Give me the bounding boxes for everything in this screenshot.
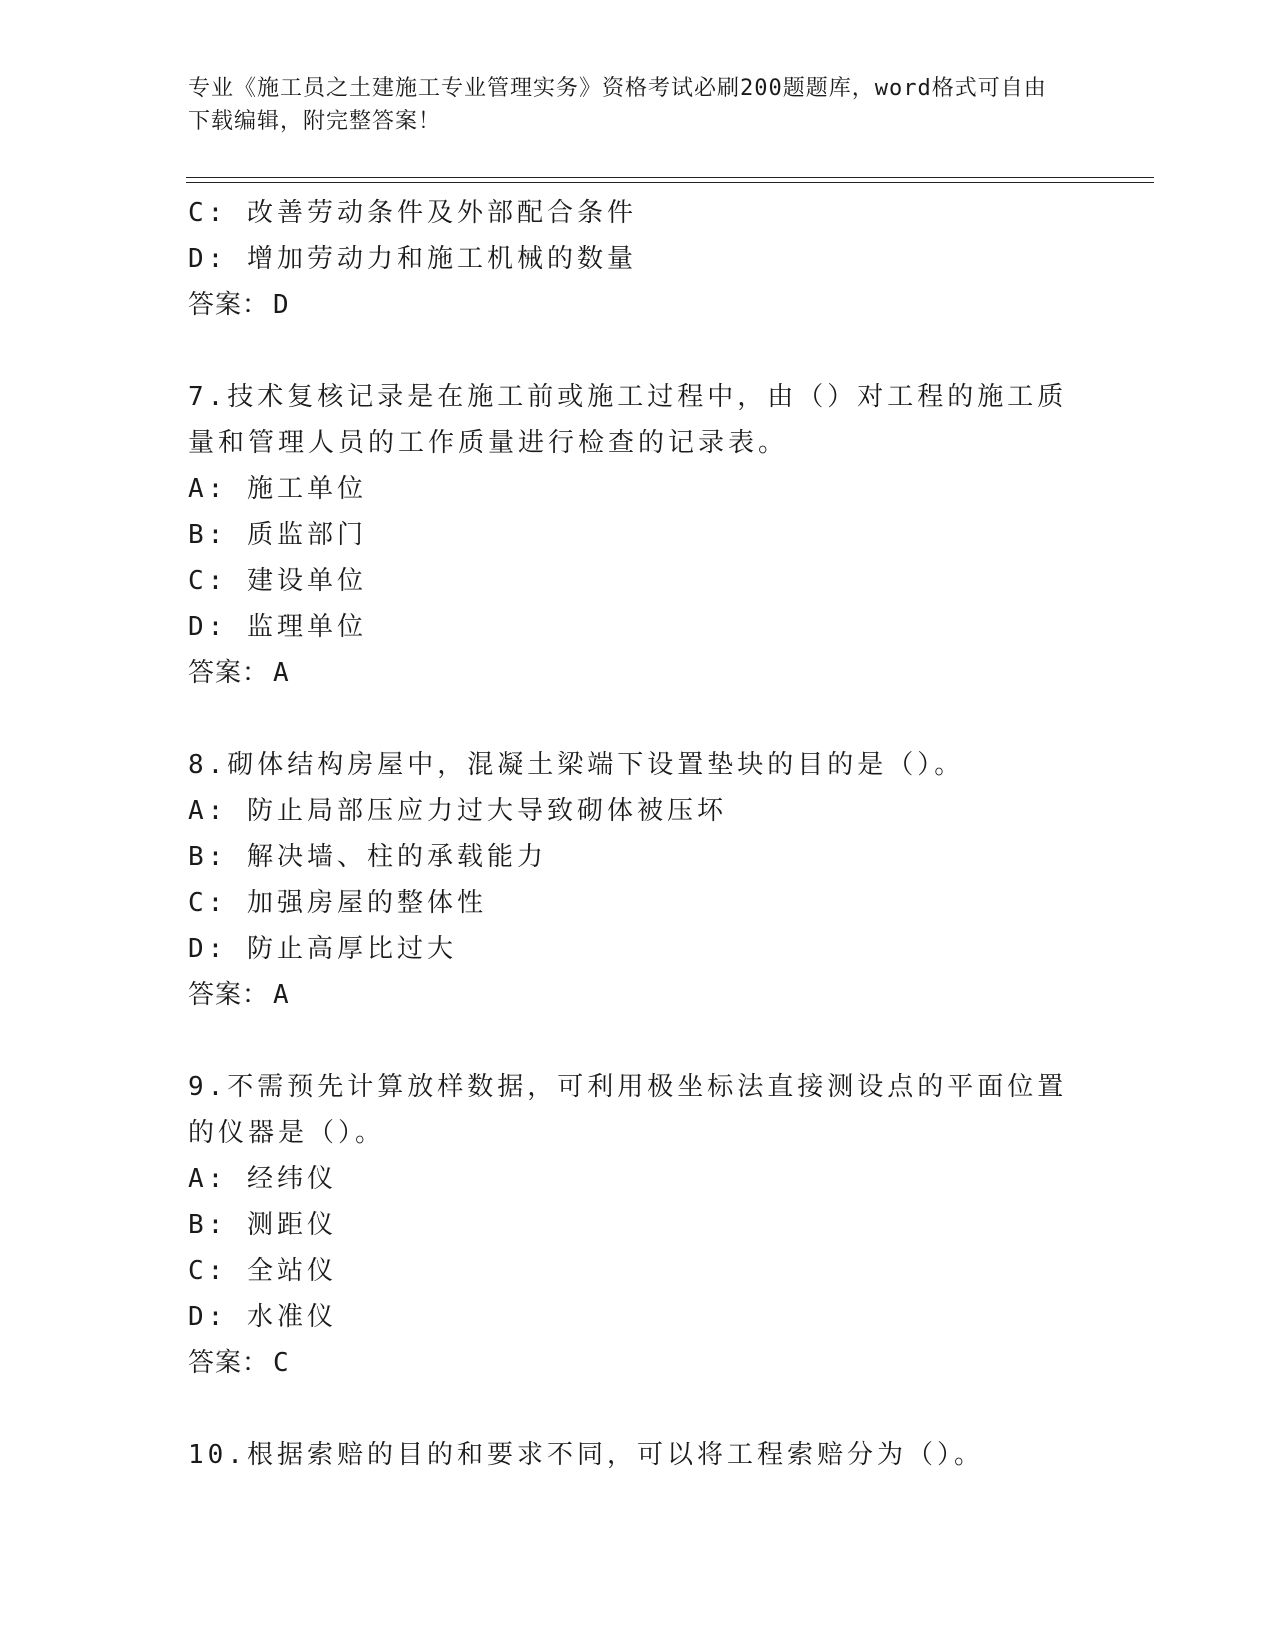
- answer-line: [188, 972, 1088, 1018]
- option-c: C: 全站仪: [188, 1256, 337, 1286]
- question-stem: 7.技术复核记录是在施工前或施工过程中，由（）对工程的施工质量和管理人员的工作质量进行检查的记录表。: [188, 382, 1068, 458]
- question-carryover: [188, 190, 1088, 328]
- option-d: D: 增加劳动力和施工机械的数量: [188, 244, 637, 274]
- question-list: [188, 190, 1088, 1478]
- option-c: C: 加强房屋的整体性: [188, 888, 487, 918]
- answer-value: C: [273, 1348, 290, 1378]
- option-d: D: 监理单位: [188, 612, 367, 642]
- question-7: [188, 374, 1088, 696]
- answer-line: [188, 650, 1088, 696]
- question-stem: 9.不需预先计算放样数据，可利用极坐标法直接测设点的平面位置的仪器是（）。: [188, 1072, 1068, 1148]
- question-9: [188, 1064, 1088, 1386]
- header-title: 专业《施工员之土建施工专业管理实务》资格考试必刷200题题库，word格式可自由下载编辑，附完整答案！: [188, 76, 1047, 134]
- option-b: B: 解决墙、柱的承载能力: [188, 842, 547, 872]
- option-a: A: 防止局部压应力过大导致砌体被压坏: [188, 796, 727, 826]
- option-a: A: 施工单位: [188, 474, 367, 504]
- question-stem: 8.砌体结构房屋中，混凝土梁端下设置垫块的目的是（）。: [188, 750, 965, 780]
- header-divider-bottom: [186, 182, 1154, 183]
- option-d: D: 防止高厚比过大: [188, 934, 457, 964]
- option-d: D: 水准仪: [188, 1302, 337, 1332]
- option-b: B: 测距仪: [188, 1210, 337, 1240]
- answer-line: [188, 1340, 1088, 1386]
- answer-value: A: [273, 980, 290, 1010]
- header-divider-top: [186, 177, 1154, 178]
- answer-value: A: [273, 658, 290, 688]
- question-8: [188, 742, 1088, 1018]
- option-c: C: 建设单位: [188, 566, 367, 596]
- answer-label: 答案：: [188, 658, 270, 688]
- question-stem: 10.根据索赔的目的和要求不同，可以将工程索赔分为（）。: [188, 1440, 984, 1470]
- answer-line: [188, 282, 1088, 328]
- answer-value: D: [273, 290, 290, 320]
- option-c: C: 改善劳动条件及外部配合条件: [188, 198, 637, 228]
- document-header: [188, 72, 1068, 138]
- answer-label: 答案：: [188, 290, 270, 320]
- question-10: [188, 1432, 1088, 1478]
- answer-label: 答案：: [188, 1348, 270, 1378]
- option-a: A: 经纬仪: [188, 1164, 337, 1194]
- answer-label: 答案：: [188, 980, 270, 1010]
- option-b: B: 质监部门: [188, 520, 367, 550]
